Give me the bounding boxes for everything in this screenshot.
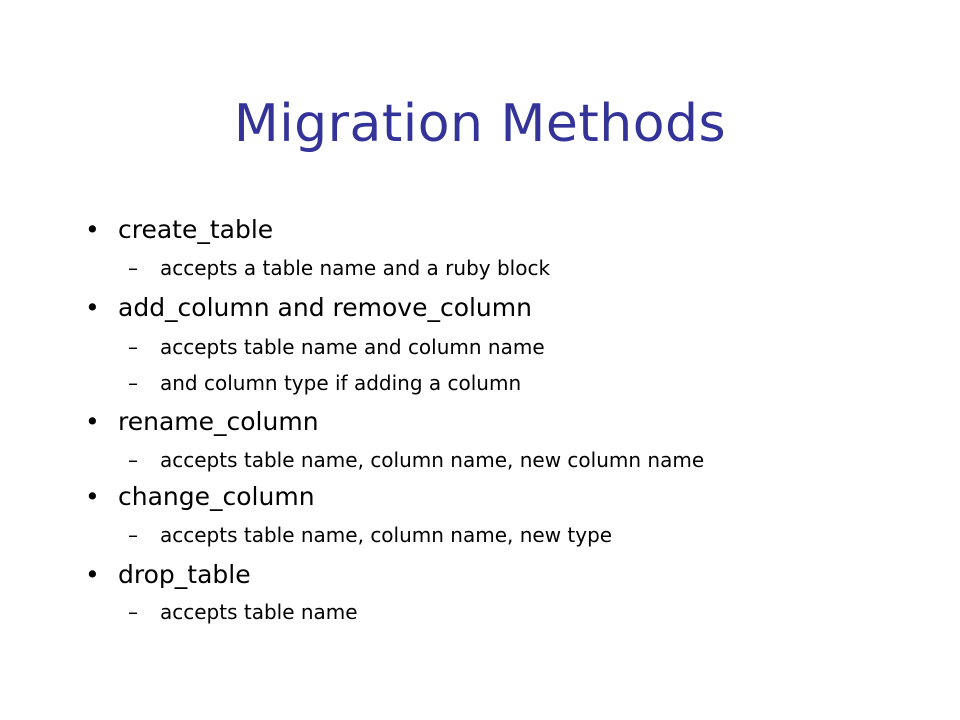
sub-bullet — [128, 334, 545, 360]
bullet-label: create_table — [118, 215, 274, 244]
sub-bullet-text: accepts a table name and a ruby block — [160, 256, 551, 280]
sub-bullet — [128, 522, 612, 548]
sub-bullet-text: accepts table name and column name — [160, 335, 545, 359]
slide-title: Migration Methods — [233, 94, 727, 154]
sub-marker: – — [128, 448, 138, 472]
bullet-add-remove-column — [85, 292, 532, 324]
bullet-label: drop_table — [118, 560, 251, 589]
sub-marker: – — [128, 600, 138, 624]
bullet-change-column — [85, 481, 315, 513]
sub-bullet-text: accepts table name, column name, new column name — [160, 448, 705, 472]
bullet-rename-column — [85, 406, 319, 438]
bullet-drop-table — [85, 559, 251, 591]
bullet-marker: • — [85, 560, 100, 589]
bullet-create-table — [85, 214, 273, 246]
sub-marker: – — [128, 523, 138, 547]
bullet-label: change_column — [118, 482, 315, 511]
sub-marker: – — [128, 335, 138, 359]
sub-bullet — [128, 447, 704, 473]
bullet-marker: • — [85, 407, 100, 436]
sub-bullet — [128, 370, 521, 396]
sub-marker: – — [128, 256, 138, 280]
bullet-label: rename_column — [118, 407, 319, 436]
bullet-marker: • — [85, 482, 100, 511]
sub-bullet-text: accepts table name, column name, new type — [160, 523, 613, 547]
sub-bullet — [128, 255, 550, 281]
bullet-label: add_column and remove_column — [118, 293, 532, 322]
sub-marker: – — [128, 371, 138, 395]
bullet-marker: • — [85, 215, 100, 244]
bullet-marker: • — [85, 293, 100, 322]
sub-bullet — [128, 599, 358, 625]
sub-bullet-text: and column type if adding a column — [160, 371, 522, 395]
sub-bullet-text: accepts table name — [160, 600, 358, 624]
